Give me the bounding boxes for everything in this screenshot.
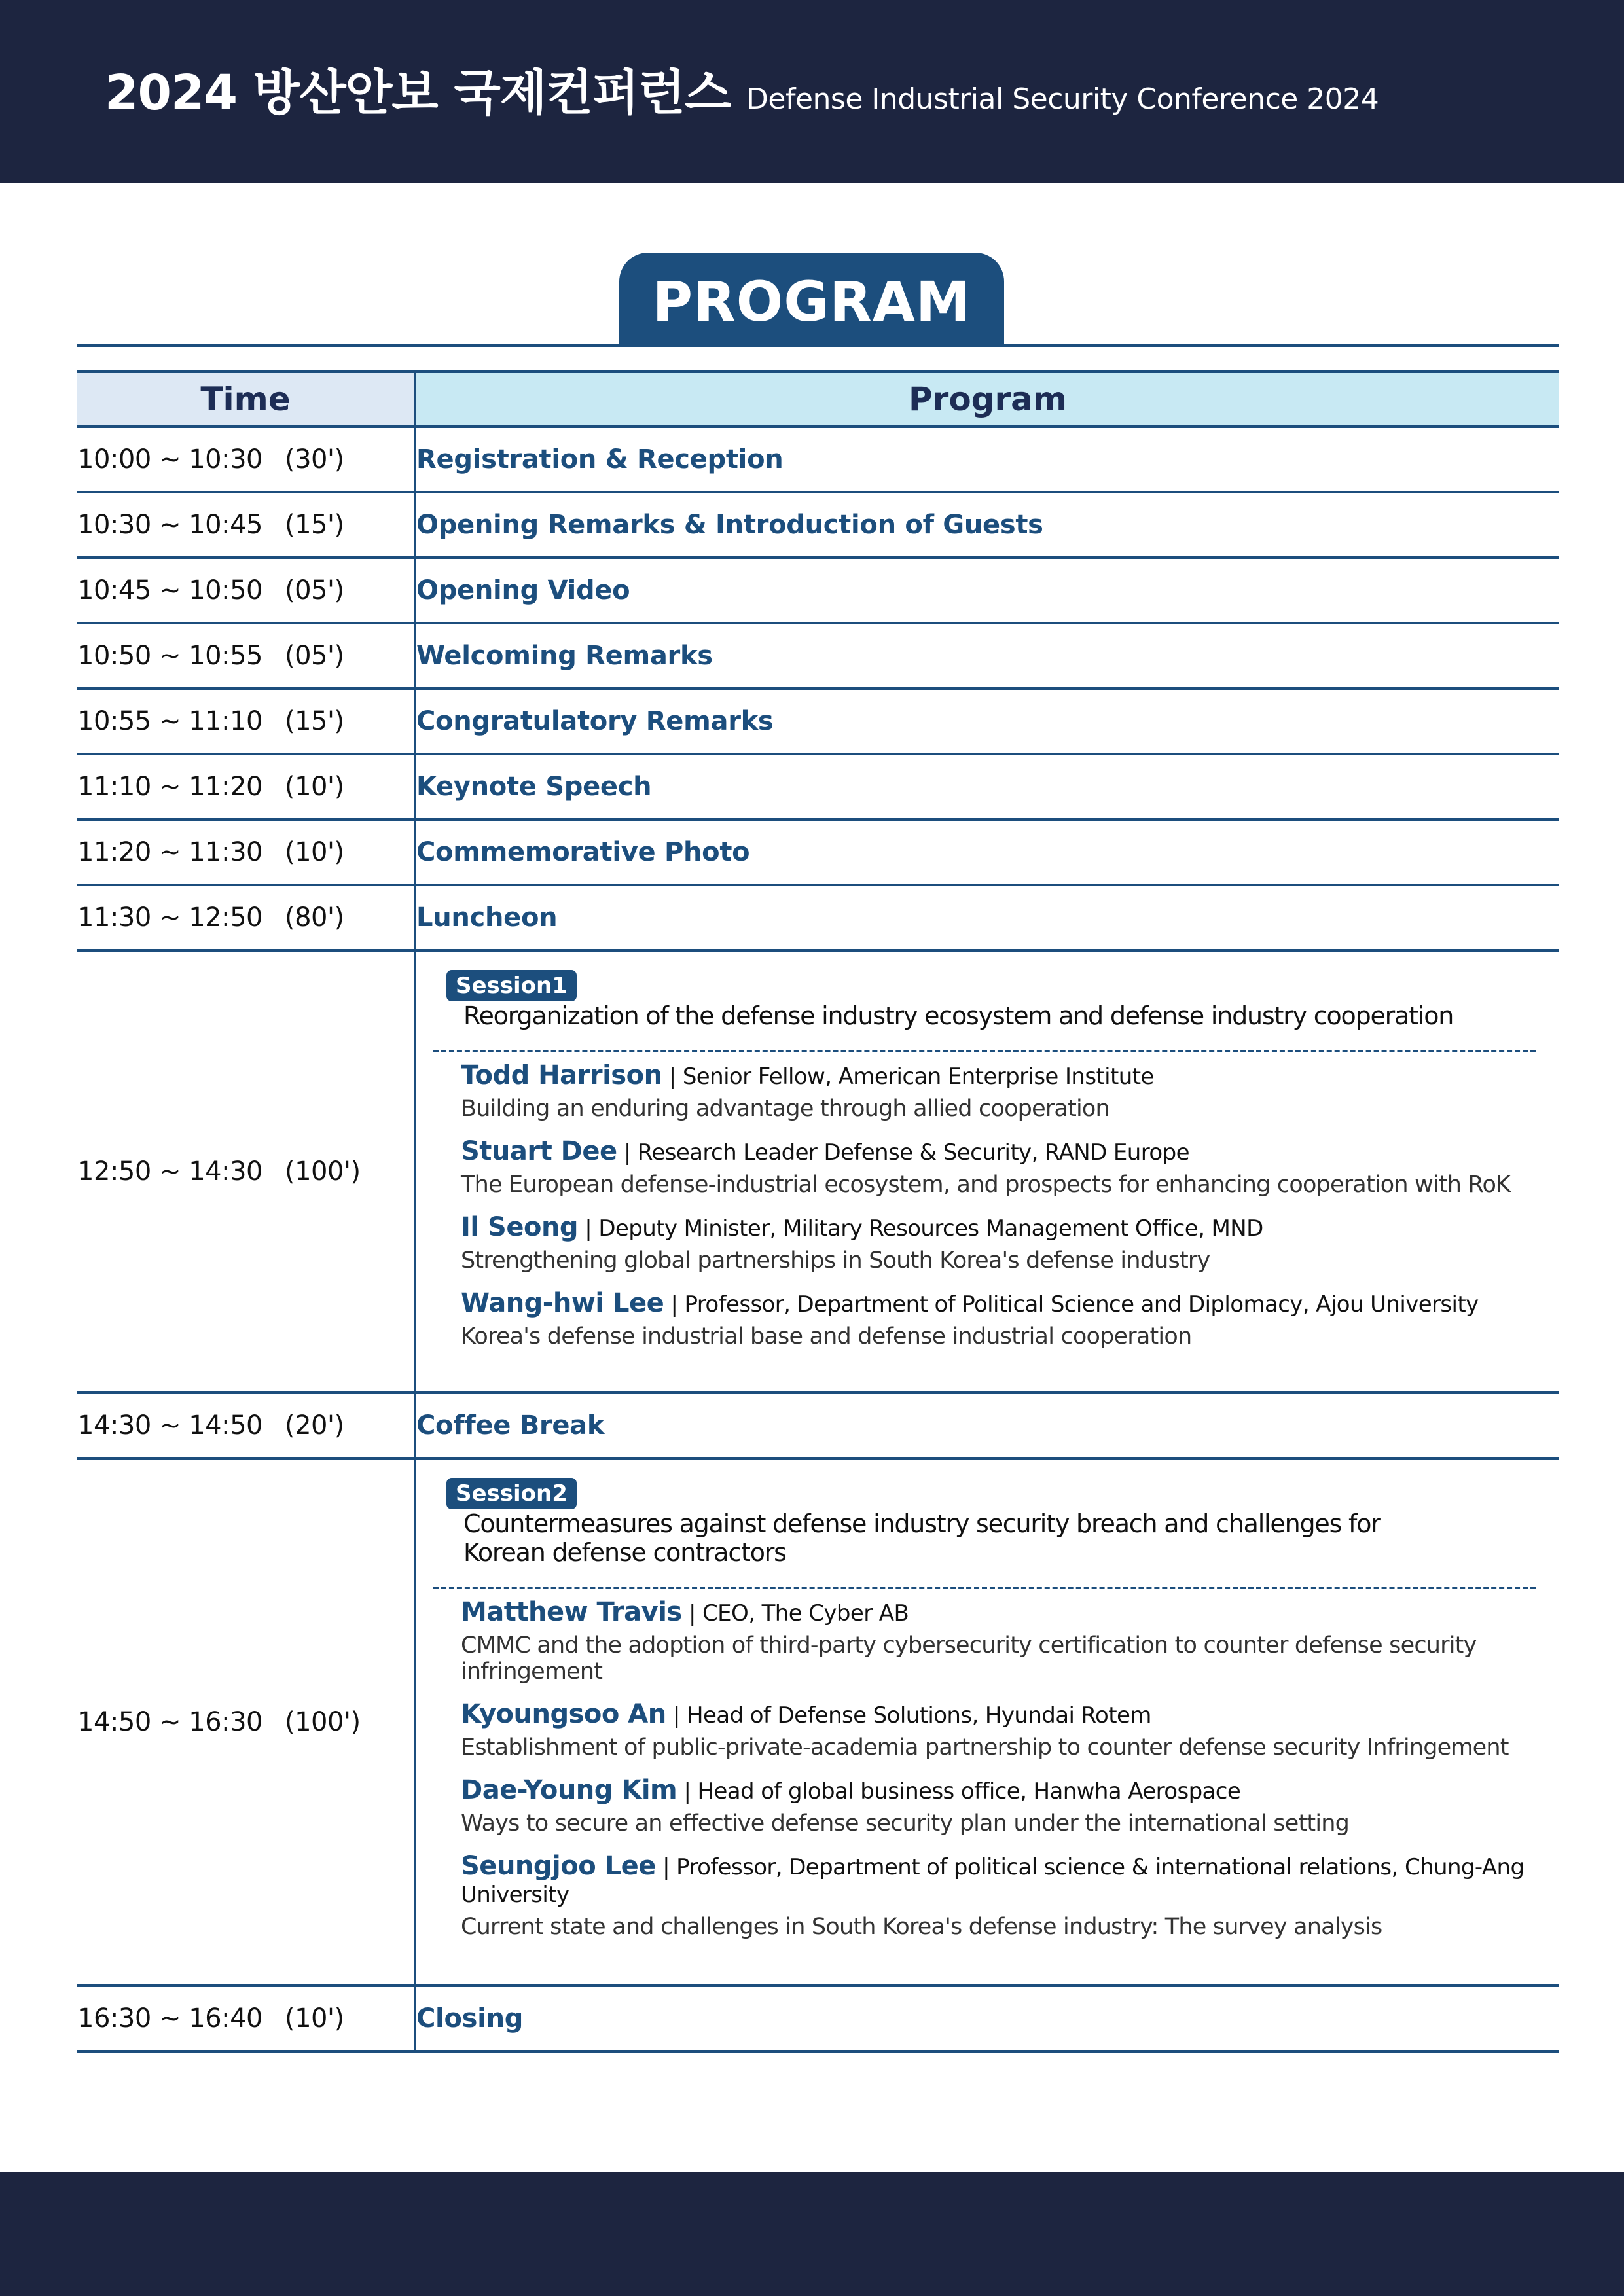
speaker-item (461, 1776, 1546, 1837)
time-cell (77, 492, 415, 558)
duration: (100') (285, 1707, 361, 1737)
session2-badge: Session2 (446, 1478, 577, 1509)
speaker-item (461, 1289, 1546, 1350)
program-item: Closing (415, 1986, 1559, 2051)
table-row (77, 623, 1559, 689)
time-range: 10:55 ~ 11:10 (77, 706, 262, 736)
session2-speakers (416, 1589, 1559, 1956)
speaker-topic: Strengthening global partnerships in South Korea's defense industry (461, 1247, 1210, 1274)
time-cell (77, 623, 415, 689)
program-item: Commemorative Photo (415, 819, 1559, 885)
table-row (77, 558, 1559, 623)
time-range: 12:50 ~ 14:30 (77, 1157, 262, 1187)
time-range: 10:00 ~ 10:30 (77, 444, 262, 475)
speaker-topic: Current state and challenges in South Korea's defense industry: The survey analysis (461, 1914, 1382, 1940)
speaker-item (461, 1062, 1546, 1122)
time-cell (77, 950, 415, 1393)
table-row (77, 1393, 1559, 1458)
duration: (10') (285, 772, 344, 802)
duration: (30') (285, 444, 344, 475)
speaker-name: Wang-hwi Lee (461, 1288, 664, 1318)
table-header-row (77, 372, 1559, 427)
time-cell (77, 689, 415, 754)
duration: (20') (285, 1410, 344, 1441)
table-row (77, 689, 1559, 754)
session2-title: Countermeasures against defense industry security breach and challenges for Korean defense contractors (463, 1509, 1380, 1567)
time-range: 11:30 ~ 12:50 (77, 903, 262, 933)
speaker-affiliation: | Senior Fellow, American Enterprise Institute (668, 1064, 1154, 1090)
duration: (15') (285, 706, 344, 736)
table-row (77, 754, 1559, 819)
program-table (77, 370, 1559, 2053)
time-range: 11:20 ~ 11:30 (77, 837, 262, 867)
heading-divider (77, 344, 1559, 347)
duration: (10') (285, 2003, 344, 2034)
conference-title-english: Defense Industrial Security Conference 2024 (746, 82, 1379, 116)
speaker-item (461, 1852, 1546, 1940)
speaker-name: Todd Harrison (461, 1060, 662, 1090)
session2-header (416, 1460, 1559, 1587)
time-range: 10:50 ~ 10:55 (77, 641, 262, 671)
program-item: Opening Remarks & Introduction of Guests (415, 492, 1559, 558)
time-cell (77, 427, 415, 492)
speaker-topic: Establishment of public-private-academia partnership to counter defense security Infringement (461, 1734, 1509, 1761)
speaker-item (461, 1213, 1546, 1274)
conference-title-korean: 2024 방산안보 국제컨퍼런스 (105, 65, 731, 121)
time-cell (77, 1458, 415, 1986)
session1-speakers (416, 1052, 1559, 1365)
table-row (77, 492, 1559, 558)
time-range: 10:30 ~ 10:45 (77, 510, 262, 540)
duration: (15') (285, 510, 344, 540)
duration: (100') (285, 1157, 361, 1187)
speaker-name: Seungjoo Lee (461, 1851, 656, 1881)
session1-content (415, 950, 1559, 1393)
speaker-affiliation: | CEO, The Cyber AB (688, 1600, 909, 1626)
table-row (77, 1986, 1559, 2051)
time-cell (77, 1986, 415, 2051)
time-range: 14:30 ~ 14:50 (77, 1410, 262, 1441)
speaker-name: Dae-Young Kim (461, 1775, 677, 1805)
program-item: Opening Video (415, 558, 1559, 623)
speaker-affiliation: | Professor, Department of Political Science and Diplomacy, Ajou University (670, 1291, 1479, 1318)
speaker-name: Il Seong (461, 1212, 579, 1242)
duration: (80') (285, 903, 344, 933)
program-item: Luncheon (415, 885, 1559, 950)
program-item: Coffee Break (415, 1393, 1559, 1458)
duration: (05') (285, 641, 344, 671)
speaker-affiliation: | Professor, Department of political science & international relations, Chung-Ang University (461, 1854, 1525, 1908)
session1-title: Reorganization of the defense industry ecosystem and defense industry cooperation (463, 1001, 1454, 1030)
time-cell (77, 558, 415, 623)
speaker-topic: Ways to secure an effective defense security plan under the international setting (461, 1810, 1350, 1837)
session1-row (77, 950, 1559, 1393)
time-cell (77, 819, 415, 885)
speaker-topic: Building an enduring advantage through allied cooperation (461, 1096, 1110, 1122)
speaker-item (461, 1138, 1546, 1198)
duration: (05') (285, 575, 344, 605)
program-item: Keynote Speech (415, 754, 1559, 819)
table-row (77, 885, 1559, 950)
session1-badge: Session1 (446, 970, 577, 1001)
speaker-affiliation: | Head of global business office, Hanwha Aerospace (683, 1778, 1241, 1804)
column-header-time: Time (77, 372, 415, 427)
speaker-topic: The European defense-industrial ecosystem, and prospects for enhancing cooperation with RoK (461, 1172, 1511, 1198)
program-item: Welcoming Remarks (415, 623, 1559, 689)
speaker-name: Matthew Travis (461, 1597, 682, 1627)
speaker-name: Kyoungsoo An (461, 1699, 666, 1729)
table-row (77, 427, 1559, 492)
program-item: Congratulatory Remarks (415, 689, 1559, 754)
session2-content (415, 1458, 1559, 1986)
time-range: 10:45 ~ 10:50 (77, 575, 262, 605)
column-header-program: Program (415, 372, 1559, 427)
speaker-item (461, 1700, 1546, 1761)
program-item: Registration & Reception (415, 427, 1559, 492)
duration: (10') (285, 837, 344, 867)
time-cell (77, 885, 415, 950)
speaker-topic: Korea's defense industrial base and defense industrial cooperation (461, 1323, 1192, 1350)
session2-row (77, 1458, 1559, 1986)
table-row (77, 819, 1559, 885)
time-range: 14:50 ~ 16:30 (77, 1707, 262, 1737)
time-range: 11:10 ~ 11:20 (77, 772, 262, 802)
page-footer (0, 2172, 1624, 2296)
session1-header (416, 952, 1559, 1050)
speaker-affiliation: | Research Leader Defense & Security, RAND Europe (623, 1139, 1189, 1166)
time-range: 16:30 ~ 16:40 (77, 2003, 262, 2034)
speaker-item (461, 1598, 1546, 1685)
speaker-affiliation: | Head of Defense Solutions, Hyundai Rotem (672, 1702, 1151, 1729)
program-heading: PROGRAM (619, 253, 1004, 347)
speaker-topic: CMMC and the adoption of third-party cybersecurity certification to counter defense security infringement (461, 1632, 1477, 1685)
time-cell (77, 1393, 415, 1458)
speaker-name: Stuart Dee (461, 1136, 617, 1166)
time-cell (77, 754, 415, 819)
page-header (0, 0, 1624, 183)
speaker-affiliation: | Deputy Minister, Military Resources Management Office, MND (585, 1215, 1263, 1242)
